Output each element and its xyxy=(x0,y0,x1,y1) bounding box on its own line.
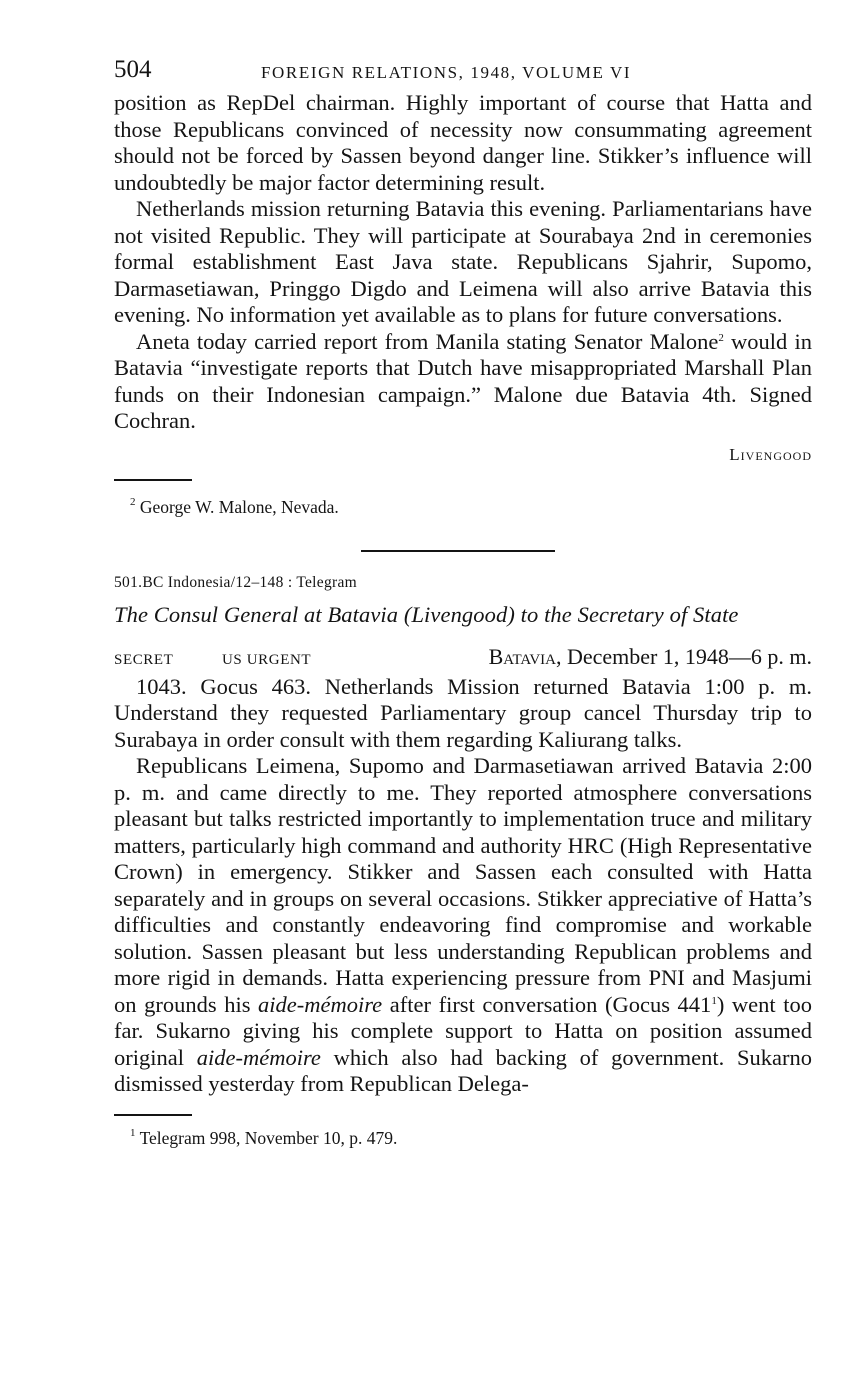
page-number: 504 xyxy=(114,56,152,83)
para3-text-a: Aneta today carried report from Manila stating Senator Malone xyxy=(136,328,719,354)
para2-italic-2: aide-mémoire xyxy=(196,1044,321,1070)
footnote-rule xyxy=(114,479,192,481)
footnote-marker-2: 1 xyxy=(130,1126,136,1139)
running-head: FOREIGN RELATIONS, 1948, VOLUME VI xyxy=(261,63,632,82)
document-title: The Consul General at Batavia (Livengood) to the Secretary of State xyxy=(114,601,739,627)
date: December 1, 1948—6 p. m. xyxy=(567,643,812,669)
continued-paragraph-2: Netherlands mission returning Batavia this evening. Parliamentarians have not visited Republic. They will participate at Sourabaya 2nd in ceremonies formal establishment East Java state. Republicans Sjahrir, Supomo, Darmasetiawan, Pringgo Digdo and Leimena will also arrive Batavia this evening. No information yet available as to plans for future conversations. xyxy=(114,196,812,327)
page-header xyxy=(114,50,812,90)
footnote-telegram xyxy=(114,1128,812,1149)
footnote-text-2: Telegram 998, November 10, p. 479. xyxy=(139,1127,398,1148)
para2-text-b: after first conversation (Gocus 441 xyxy=(382,991,712,1017)
signature: Livengood xyxy=(729,444,812,464)
para2-italic-1: aide-mémoire xyxy=(258,991,383,1017)
section-separator xyxy=(361,550,555,552)
para2-text-a: Republicans Leimena, Supomo and Darmasetiawan arrived Batavia 2:00 p. m. and came directly to me. They reported atmosphere conversations pleasant but talks restricted importantly to implementation truce and military matters, particularly high command and authority HRC (High Representative Crown) in emergency. Stikker and Sassen each consulted with Hatta separately and in groups on several occasions. Stikker appreciative of Hatta’s difficulties and constantly endeavoring find compromise and workable solution. Sassen pleasant but less understanding Republican problems and more rigid in demands. Hatta experiencing pressure from PNI and Masjumi on grounds his xyxy=(114,753,812,1017)
page xyxy=(114,50,812,1149)
file-reference: 501.BC Indonesia/12–148 : Telegram xyxy=(114,573,358,591)
footnote-rule-2 xyxy=(114,1114,192,1116)
place-date xyxy=(489,644,812,670)
para2-text-c: ) went too far. Sukarno giving his complete support to Hatta on position assumed original xyxy=(114,991,812,1070)
footnote-malone xyxy=(114,497,812,518)
para3-text-b: would in Batavia “investigate reports that Dutch have misappropriated Marshall Plan funds on their Indonesian campaign.” Malone due Batavia 4th. Signed Cochran. xyxy=(114,328,812,433)
footnote-text: George W. Malone, Nevada. xyxy=(139,496,339,517)
classification: SECRET xyxy=(114,651,174,668)
telegram-paragraph-2 xyxy=(114,753,812,1098)
priority: US URGENT xyxy=(222,651,312,668)
footnote-ref-2[interactable]: 2 xyxy=(718,331,724,344)
dateline xyxy=(114,642,812,674)
para2-text-d: which also had backing of government. Sukarno dismissed yesterday from Republican Delega- xyxy=(114,1044,812,1096)
footnote-marker: 2 xyxy=(130,495,136,508)
place: Batavia, xyxy=(488,643,562,669)
continued-paragraph-3 xyxy=(114,329,812,435)
footnote-ref-1[interactable]: 1 xyxy=(711,994,717,1007)
continued-paragraph-1: position as RepDel chairman. Highly important of course that Hatta and those Republicans convinced of necessity now consummating agreement should not be forced by Sassen beyond danger line. Stikker’s influence will undoubtedly be major factor determining result. xyxy=(114,90,812,195)
telegram-paragraph-1: 1043. Gocus 463. Netherlands Mission returned Batavia 1:00 p. m. Understand they requested Parliamentary group cancel Thursday trip to Surabaya in order consult with them regarding Kaliurang talks. xyxy=(114,673,812,752)
